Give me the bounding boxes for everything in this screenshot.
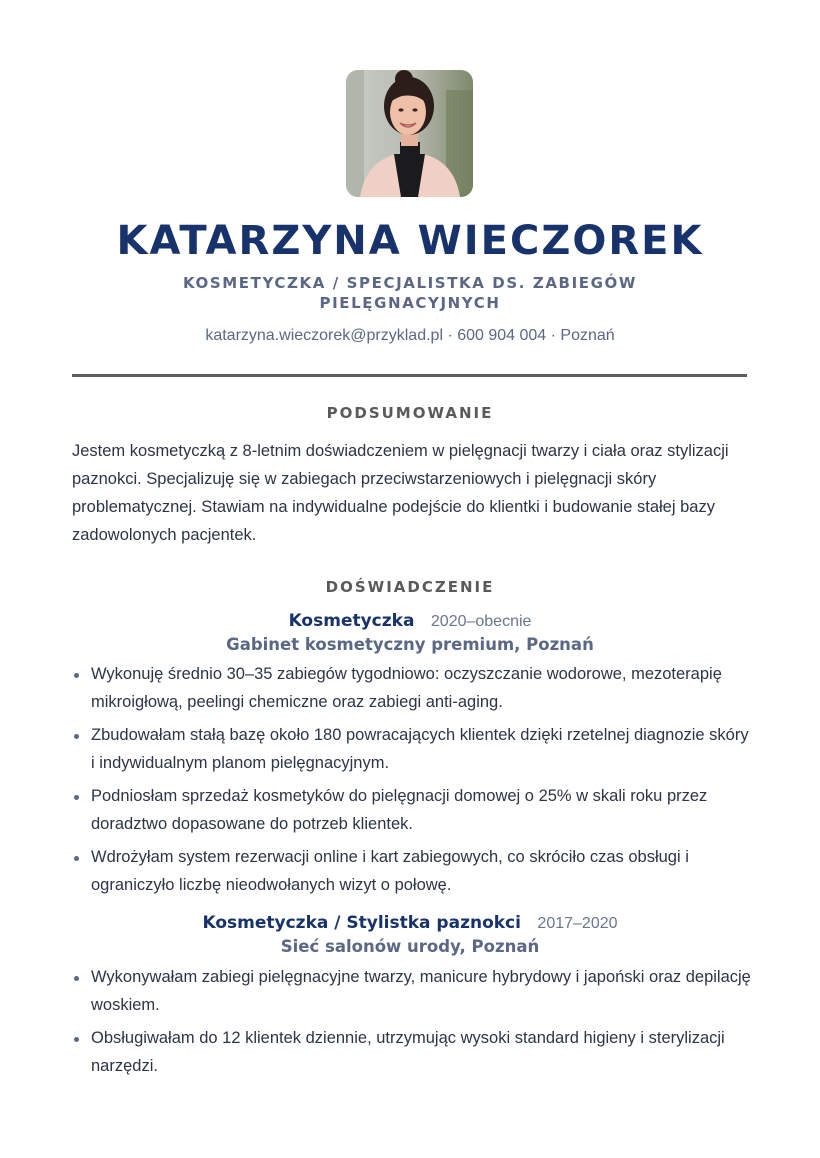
job-company: Sieć salonów urody, Poznań — [280, 937, 540, 956]
portrait-image — [346, 70, 473, 197]
job-bullet-list — [72, 963, 752, 1085]
job-title: Kosmetyczka / Stylistka paznokci — [202, 913, 521, 933]
job-company: Gabinet kosmetyczny premium, Poznań — [226, 635, 594, 654]
contact-info: katarzyna.wieczorek@przyklad.pl · 600 904 004 · Poznań — [205, 327, 615, 344]
summary-text: Jestem kosmetyczką z 8-letnim doświadczeniem w pielęgnacji twarzy i ciała oraz stylizacji paznokci. Specjalizuję się w zabiegach przeciwstarzeniowych i pielęgnacji skóry problematycznej. Stawiam na indywidualne podejście do klientki i budowanie stałej bazy zadowolonych pacjentek. — [72, 442, 729, 544]
list-item: Obsługiwałam do 12 klientek dziennie, utrzymując wysoki standard higieny i sterylizacji narzędzi. — [72, 1024, 752, 1080]
experience-heading: DOŚWIADCZENIE — [325, 578, 495, 596]
job-header — [0, 611, 820, 631]
summary-heading: PODSUMOWANIE — [326, 404, 494, 422]
list-item: Wykonywałam zabiegi pielęgnacyjne twarzy, manicure hybrydowy i japoński oraz depilację woskiem. — [72, 963, 752, 1019]
list-item: Podniosłam sprzedaż kosmetyków do pielęgnacji domowej o 25% w skali roku przez doradztwo dopasowane do potrzeb klientek. — [72, 782, 752, 838]
list-item: Zbudowałam stałą bazę około 180 powracających klientek dzięki rzetelnej diagnozie skóry i indywidualnym planom pielęgnacyjnym. — [72, 721, 752, 777]
job-title: Kosmetyczka — [288, 611, 415, 631]
candidate-name: KATARZYNA WIECZOREK — [116, 218, 704, 264]
profile-photo — [346, 70, 473, 197]
list-item: Wykonuję średnio 30–35 zabiegów tygodniowo: oczyszczanie wodorowe, mezoterapię mikroigłową, peelingi chemiczne oraz zabiegi anti-aging. — [72, 660, 752, 716]
header-divider — [72, 374, 747, 377]
job-bullet-list — [72, 660, 752, 904]
job-dates: 2017–2020 — [537, 915, 618, 932]
job-header — [0, 913, 820, 933]
list-item: Wdrożyłam system rezerwacji online i kart zabiegowych, co skróciło czas obsługi i ograniczyło liczbę nieodwołanych wizyt o połowę. — [72, 843, 752, 899]
candidate-title: KOSMETYCZKA / SPECJALISTKA DS. ZABIEGÓW PIELĘGNACYJNYCH — [182, 274, 638, 312]
job-dates: 2020–obecnie — [430, 613, 532, 630]
